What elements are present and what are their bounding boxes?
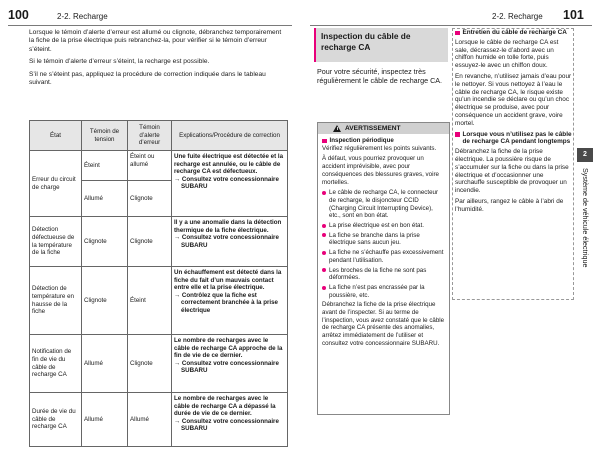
cell-explication bbox=[172, 267, 288, 335]
explication-text: Il y a une anomalie dans la détection thermique de la fiche électrique. bbox=[174, 219, 282, 234]
warning-body bbox=[322, 137, 446, 351]
section-title: Inspection du câble de recharge CA bbox=[321, 31, 411, 52]
table-row bbox=[30, 267, 288, 335]
error-table bbox=[29, 120, 288, 447]
cell-erreur: Clignote bbox=[128, 181, 172, 217]
warning-label: AVERTISSEMENT bbox=[345, 125, 401, 132]
exclamation-mark bbox=[337, 127, 338, 130]
list-item-text: La prise électrique est en bon état. bbox=[329, 222, 424, 230]
cell-state: Erreur du circuit de charge bbox=[30, 151, 82, 217]
table-row bbox=[30, 217, 288, 267]
cell-tension: Clignote bbox=[82, 217, 128, 267]
right-section-title: 2-2. Recharge bbox=[492, 12, 543, 21]
bullet-dot-icon bbox=[322, 268, 326, 272]
intro-paragraph: Si le témoin d’alerte d’erreur s’éteint, la recharge est possible. bbox=[29, 58, 210, 66]
right-header-rule bbox=[310, 25, 592, 26]
explication-text: Un échauffement est détecté dans la fiche du fait d’un mauvais contact entre elle et la prise électrique. bbox=[174, 269, 282, 292]
cell-tension: Clignote bbox=[82, 267, 128, 335]
bullet-dot-icon bbox=[322, 191, 326, 195]
action-line: → Consultez votre concessionnaire SUBARU bbox=[174, 417, 279, 433]
cell-erreur: Clignote bbox=[128, 217, 172, 267]
cell-state: Détection de température en hausse de la fiche bbox=[30, 267, 82, 335]
cell-explication bbox=[172, 217, 288, 267]
col-header-etat: État bbox=[30, 121, 82, 151]
col-header-explication: Explications/Procédure de correction bbox=[172, 121, 288, 151]
action-text: Consultez votre concessionnaire SUBARU bbox=[181, 359, 279, 375]
warning-subheading-text: Inspection périodique bbox=[329, 137, 394, 144]
chapter-tab: 2 bbox=[577, 148, 593, 162]
intro-paragraph: Lorsque le témoin d’alerte d’erreur est allumé ou clignote, débranchez temporairement la fiche de la prise électrique puis rebranchez-la, pour vérifier si le témoin d’erreur s’éteint. bbox=[29, 29, 282, 53]
cell-tension: Allumé bbox=[82, 181, 128, 217]
warning-subheading bbox=[322, 137, 446, 145]
action-text: Consultez votre concessionnaire SUBARU bbox=[181, 234, 279, 249]
cell-tension: Éteint bbox=[82, 151, 128, 181]
table-header-row bbox=[30, 121, 288, 151]
cell-erreur: Éteint bbox=[128, 267, 172, 335]
note-paragraph: Par ailleurs, rangez le câble à l’abri de l’humidité. bbox=[455, 197, 564, 213]
cell-erreur: Éteint ou allumé bbox=[128, 151, 172, 181]
bullet-dot-icon bbox=[322, 251, 326, 255]
maintenance-heading-text: Entretien du câble de recharge CA bbox=[462, 29, 567, 36]
section-intro: Pour votre sécurité, inspectez très régulièrement le câble de recharge CA. bbox=[317, 67, 443, 86]
note-paragraph: Débranchez la fiche de la prise électrique. La poussière risque de s’accumuler sur la fiche ou dans la prise électrique et d’occasionner une surchauffe susceptible de provoquer un incendie. bbox=[455, 148, 569, 195]
list-item bbox=[322, 267, 446, 282]
storage-heading bbox=[455, 131, 572, 147]
square-bullet-icon bbox=[455, 31, 460, 36]
warning-paragraph: Vérifiez régulièrement les points suivants. bbox=[322, 144, 437, 152]
action-line: → Consultez votre concessionnaire SUBARU bbox=[174, 234, 279, 249]
col-header-erreur: Témoin d’alerte d’erreur bbox=[128, 121, 172, 151]
cell-state: Notification de fin de vie du câble de recharge CA bbox=[30, 335, 82, 393]
action-text: Consultez votre concessionnaire SUBARU bbox=[181, 417, 279, 433]
list-item-text: Les broches de la fiche ne sont pas déformées. bbox=[329, 266, 427, 282]
left-page-number: 100 bbox=[8, 8, 29, 22]
bullet-dot-icon bbox=[322, 224, 326, 228]
list-item bbox=[322, 222, 446, 230]
list-item bbox=[322, 249, 446, 264]
cell-tension: Allumé bbox=[82, 335, 128, 393]
note-paragraph: Lorsque le câble de recharge CA est sale, décrassez-le d’abord avec un chiffon humide en tolle forte, puis essuyez-le avec un chiffon doux. bbox=[455, 38, 559, 70]
list-item bbox=[322, 284, 446, 299]
intro-paragraph: S’il ne s’éteint pas, appliquez la procédure de correction indiquée dans le tableau suivant. bbox=[29, 70, 266, 87]
list-item bbox=[322, 189, 446, 220]
cell-erreur: Clignote bbox=[128, 335, 172, 393]
chapter-side-label: Système de véhicule électrique bbox=[581, 168, 590, 268]
note-paragraph: En revanche, n’utilisez jamais d’eau pour le nettoyer. Si vous nettoyez à l’eau le câble de recharge CA, le risque existe qu’un incendie se déclare ou qu’un choc électrique se produise, avec pour conséquence un accident grave, voire mortel. bbox=[455, 72, 572, 127]
table-row bbox=[30, 151, 288, 181]
list-item-text: La fiche n’est pas encrassée par la poussière, etc. bbox=[329, 283, 425, 299]
left-header-rule bbox=[8, 25, 292, 26]
list-item-text: Le câble de recharge CA, le connecteur de recharge, le disjoncteur CCID (Charging Circuit Interrupting Device), etc., sont en bon état. bbox=[329, 189, 439, 220]
list-item-text: La fiche se branche dans la prise électrique sans aucun jeu. bbox=[329, 231, 420, 247]
col-header-tension: Témoin de tension bbox=[82, 121, 128, 151]
cell-state: Détection défectueuse de la température de la fiche bbox=[30, 217, 82, 267]
action-line: → Consultez votre concessionnaire SUBARU bbox=[174, 175, 279, 191]
warning-box bbox=[317, 122, 450, 415]
right-page-number: 101 bbox=[563, 8, 584, 22]
action-text: Consultez votre concessionnaire SUBARU bbox=[181, 175, 279, 191]
storage-heading-text: Lorsque vous n’utilisez pas le câble de recharge CA pendant longtemps bbox=[462, 130, 572, 146]
action-line: → Contrôlez que la fiche est correctement branchée à la prise électrique bbox=[174, 291, 278, 314]
square-bullet-icon bbox=[322, 139, 327, 144]
action-line: → Consultez votre concessionnaire SUBARU bbox=[174, 359, 279, 375]
cell-explication bbox=[172, 393, 288, 447]
explication-text: Le nombre de recharges avec le câble de recharge CA approche de la fin de vie de ce dernier. bbox=[174, 337, 283, 360]
warning-header bbox=[318, 123, 449, 134]
explication-text: Le nombre de recharges avec le câble de recharge CA a dépassé la durée de vie de ce dernier. bbox=[174, 395, 276, 418]
cell-state: Durée de vie du câble de recharge CA bbox=[30, 393, 82, 447]
list-item bbox=[322, 232, 446, 247]
cell-erreur: Allumé bbox=[128, 393, 172, 447]
right-note-body bbox=[455, 29, 572, 217]
bullet-dot-icon bbox=[322, 233, 326, 237]
section-title-box bbox=[314, 28, 448, 62]
explication-text: Une fuite électrique est détectée et la recharge est annulée, ou le câble de recharge CA est défectueux. bbox=[174, 153, 284, 176]
cell-explication bbox=[172, 335, 288, 393]
left-intro bbox=[29, 29, 287, 91]
left-section-title: 2-2. Recharge bbox=[57, 12, 108, 21]
action-text: Contrôlez que la fiche est correctement branchée à la prise électrique bbox=[181, 291, 278, 314]
list-item-text: La fiche ne s’échauffe pas excessivement pendant l’utilisation. bbox=[329, 249, 444, 264]
maintenance-heading bbox=[455, 29, 572, 37]
table-row bbox=[30, 393, 288, 447]
square-bullet-icon bbox=[455, 132, 460, 137]
cell-tension: Allumé bbox=[82, 393, 128, 447]
table-row bbox=[30, 335, 288, 393]
warning-paragraph: À défaut, vous pourriez provoquer un accident imprévisible, avec pour conséquences des blessures graves, voire mortelles. bbox=[322, 155, 439, 186]
bullet-dot-icon bbox=[322, 286, 326, 290]
warning-paragraph: Débranchez la fiche de la prise électrique avant de l’inspecter. Si au terme de l’inspection, vous avez constaté que le câble de recharge CA présente des anomalies, arrêtez immédiatement de l’utiliser et consultez votre concessionnaire SUBARU. bbox=[322, 301, 445, 347]
cell-explication bbox=[172, 151, 288, 217]
